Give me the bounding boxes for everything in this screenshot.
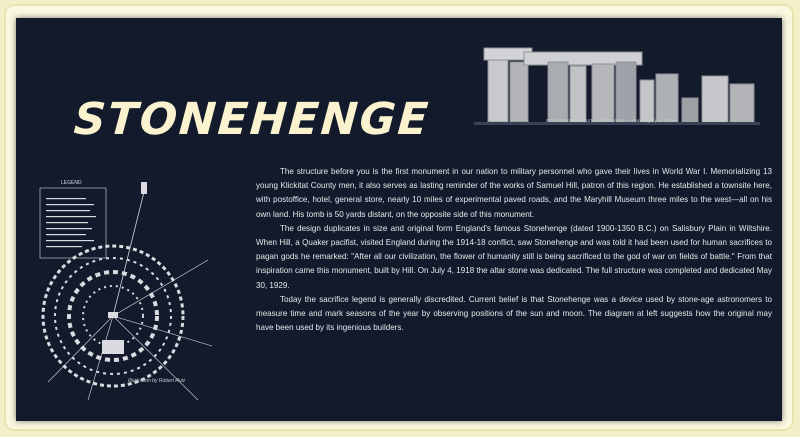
diagram-credit: Illustration by Robert Ruiz [128, 378, 186, 384]
stonehenge-ruins-drawing [464, 40, 764, 138]
paragraph-design: The design duplicates in size and original form England's famous Stonehenge (dated 1900-1350 B.C.) on Salisbury Plain in Wiltshire. When Hill, a Quaker pacifist, visited England during the 1914-18 conflict, saw Stonehenge and was told it had been used for human sacrifices to pagan gods he remarked: "After all our civilization, the flower of humanity still is being sacrificed to the god of war on fields of battle." From that inspiration came this monument, built by Hill. On July 4, 1918 the altar stone was dedicated. The full structure was completed and dedicated May 30, 1929. [256, 223, 772, 290]
plaque-body-text [256, 165, 772, 335]
diagram-legend-title: LEGEND [61, 180, 82, 186]
paragraph-astronomy: Today the sacrifice legend is generally discredited. Current belief is that Stonehenge was a device used by stone-age astronomers to measure time and mark seasons of the year by observing positions of the sun and moon. The diagram at left suggests how the original may have been used by its ingenious builders. [256, 294, 772, 333]
paragraph-history: The structure before you is the first monument in our nation to military personnel who gave their lives in World War I. Memorializing 13 young Klickitat County men, it also serves as lasting reminder of the works of Samuel Hill, patron of this region. He established a townsite here, with postoffice, hotel, general store, nearly 10 miles of experimental paved roads, and the Maryhill Museum three miles to the west—all on his own land. His tomb is 50 yards distant, on the opposite side of this monument. [256, 167, 772, 219]
stonehenge-plaque [16, 18, 782, 421]
plaque-title: STONEHENGE [72, 94, 432, 145]
photo-caption: STONEHENGE RUINS, ENGLAND — drawing by H. Fitter [546, 118, 678, 123]
